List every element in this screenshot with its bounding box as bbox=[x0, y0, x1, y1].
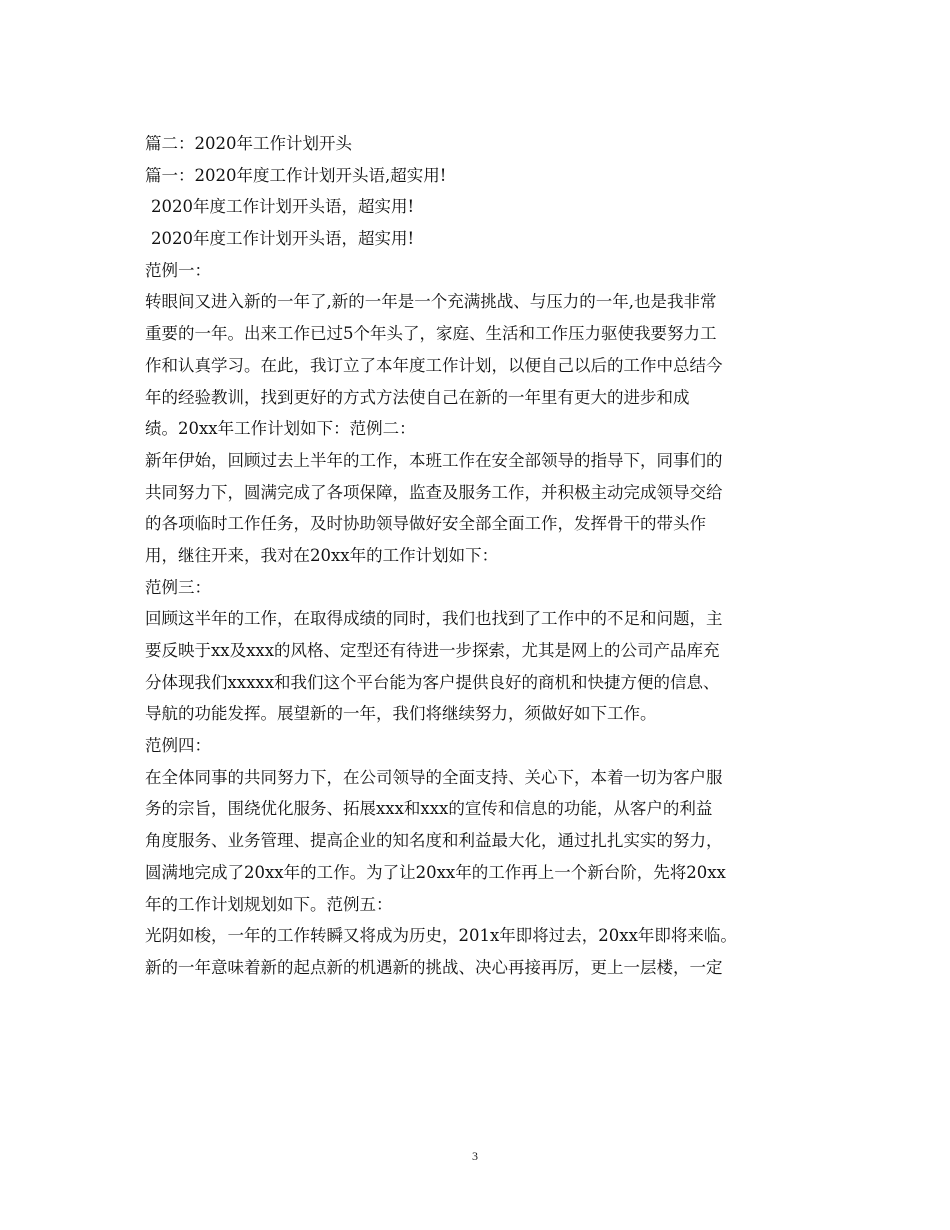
paragraph-line: 用，继往开来，我对在20xx年的工作计划如下： bbox=[145, 545, 499, 565]
paragraph-line: 回顾这半年的工作，在取得成绩的同时，我们也找到了工作中的不足和问题，主 bbox=[145, 609, 723, 629]
example-four-label: 范例四： bbox=[145, 736, 211, 756]
paragraph-line: 新年伊始，回顾过去上半年的工作，本班工作在安全部领导的指导下，同事们的 bbox=[145, 450, 723, 470]
heading-part-one: 篇一：2020年度工作计划开头语,超实用! bbox=[145, 165, 447, 185]
paragraph-line: 导航的功能发挥。展望新的一年，我们将继续努力，须做好如下工作。 bbox=[145, 704, 657, 724]
paragraph-line: 共同努力下，圆满完成了各项保障，监查及服务工作，并积极主动完成领导交给 bbox=[145, 482, 723, 502]
page-number: 3 bbox=[472, 1149, 478, 1163]
subheading-line: 2020年度工作计划开头语，超实用! bbox=[151, 197, 415, 217]
heading-part-two: 篇二：2020年工作计划开头 bbox=[145, 134, 352, 153]
example-one-label: 范例一： bbox=[145, 260, 211, 280]
document-body bbox=[145, 128, 810, 984]
subheading-line: 2020年度工作计划开头语，超实用! bbox=[151, 229, 415, 249]
paragraph-line: 作和认真学习。在此，我订立了本年度工作计划，以便自己以后的工作中总结今 bbox=[145, 355, 723, 375]
paragraph-line: 转眼间又进入新的一年了,新的一年是一个充满挑战、与压力的一年,也是我非常 bbox=[145, 292, 717, 312]
paragraph-line: 重要的一年。出来工作已过5个年头了，家庭、生活和工作压力驱使我要努力工 bbox=[145, 324, 717, 344]
paragraph-line: 年的经验教训，找到更好的方式方法使自己在新的一年里有更大的进步和成 bbox=[145, 387, 690, 407]
paragraph-line: 光阴如梭，一年的工作转瞬又将成为历史，201x年即将过去，20xx年即将来临。 bbox=[145, 926, 737, 946]
paragraph-line: 圆满地完成了20xx年的工作。为了让20xx年的工作再上一个新台阶，先将20xx bbox=[145, 862, 726, 882]
paragraph-line: 在全体同事的共同努力下，在公司领导的全面支持、关心下，本着一切为客户服 bbox=[145, 767, 723, 787]
paragraph-line: 绩。20xx年工作计划如下：范例二： bbox=[145, 419, 416, 439]
paragraph-line: 年的工作计划规划如下。范例五： bbox=[145, 894, 393, 914]
example-three-label: 范例三： bbox=[145, 577, 211, 597]
paragraph-line: 新的一年意味着新的起点新的机遇新的挑战、决心再接再厉，更上一层楼，一定 bbox=[145, 957, 723, 977]
paragraph-line: 分体现我们xxxxx和我们这个平台能为客户提供良好的商机和快捷方便的信息、 bbox=[145, 672, 720, 692]
paragraph-line: 要反映于xx及xxx的风格、定型还有待进一步探索，尤其是网上的公司产品库充 bbox=[145, 641, 720, 660]
paragraph-line: 角度服务、业务管理、提高企业的知名度和利益最大化，通过扎扎实实的努力， bbox=[145, 831, 723, 851]
paragraph-line: 的各项临时工作任务，及时协助领导做好安全部全面工作，发挥骨干的带头作 bbox=[145, 514, 706, 534]
paragraph-line: 务的宗旨，围绕优化服务、拓展xxx和xxx的宣传和信息的功能，从客户的利益 bbox=[145, 799, 713, 819]
